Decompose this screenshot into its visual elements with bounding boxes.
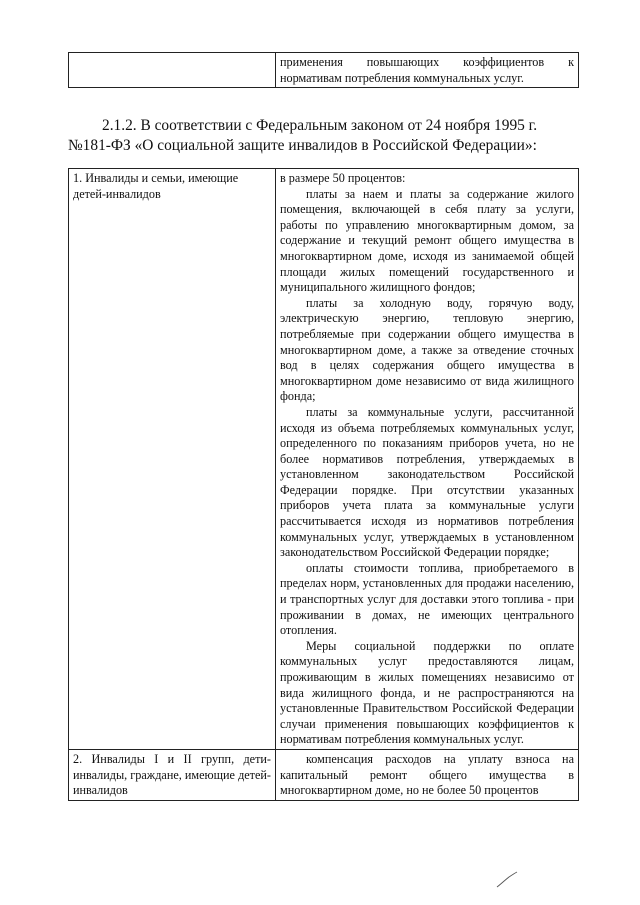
benefit-cell xyxy=(276,749,579,800)
benefit-paragraph: Меры социальной поддержки по оплате коммунальных услуг предоставляются лицам, проживающим в жилых помещениях независимо от вида жилищного фонда, и не распространяются на установленные Правительством Российской Федерации случаи применения повышающих коэффициентов к нормативам потребления коммунальных услуг. xyxy=(280,638,574,747)
benefit-paragraph: платы за холодную воду, горячую воду, электрическую энергию, тепловую энергию, потребляемые при содержании общего имущества в многоквартирном доме, а также за отведение сточных вод в целях содержания общего имущества в многоквартирном доме независимо от вида жилищного фонда; xyxy=(280,295,574,404)
section-heading xyxy=(68,116,588,156)
benefits-table xyxy=(68,168,579,801)
table-row xyxy=(69,749,579,800)
category-cell xyxy=(69,749,276,800)
benefit-paragraph: платы за наем и платы за содержание жилого помещения, включающей в себя плату за услуги, работы по управлению многоквартирным домом, за содержание и текущий ремонт общего имущества в многоквартирном доме, исходя из занимаемой общей площади жилых помещений государственного и муниципального жилищного фондов; xyxy=(280,186,574,295)
continued-text: применения повышающих коэффициентов к нормативам потребления коммунальных услуг. xyxy=(280,55,574,85)
table-row xyxy=(69,53,579,88)
pen-mark-icon xyxy=(495,870,519,890)
benefit-paragraph: оплаты стоимости топлива, приобретаемого в пределах норм, установленных для продажи населению, и транспортных услуг для доставки этого топлива - при проживании в домах, не имеющих центрального отопления. xyxy=(280,560,574,638)
table-row xyxy=(69,169,579,750)
table-cell-text xyxy=(276,53,579,88)
benefit-paragraph: платы за коммунальные услуги, рассчитанной исходя из объема потребляемых коммунальных услуг, определенного по показаниям приборов учета, но не более нормативов потребления, утверждаемых в установленном законодательством Российской Федерации порядке. При отсутствии указанных приборов учета плата за коммунальные услуги рассчитывается исходя из нормативов потребления коммунальных услуг, утверждаемых в установленном законодательством Российской Федерации порядке; xyxy=(280,404,574,560)
benefit-intro: в размере 50 процентов: xyxy=(280,171,406,185)
section-heading-line: №181-ФЗ «О социальной защите инвалидов в Российской Федерации»: xyxy=(68,137,537,154)
category-text: 1. Инвалиды и семьи, имеющие детей-инвалидов xyxy=(73,171,239,201)
benefit-paragraph: компенсация расходов на уплату взноса на капитальный ремонт общего имущества в многоквартирном доме, но не более 50 процентов xyxy=(280,751,574,798)
category-cell xyxy=(69,169,276,750)
section-heading-line: 2.1.2. В соответствии с Федеральным законом от 24 ноября 1995 г. xyxy=(102,117,538,134)
table-cell-empty xyxy=(69,53,276,88)
continued-table xyxy=(68,52,579,88)
benefit-cell xyxy=(276,169,579,750)
category-text: 2. Инвалиды I и II групп, дети-инвалиды, граждане, имеющие детей-инвалидов xyxy=(73,751,271,798)
